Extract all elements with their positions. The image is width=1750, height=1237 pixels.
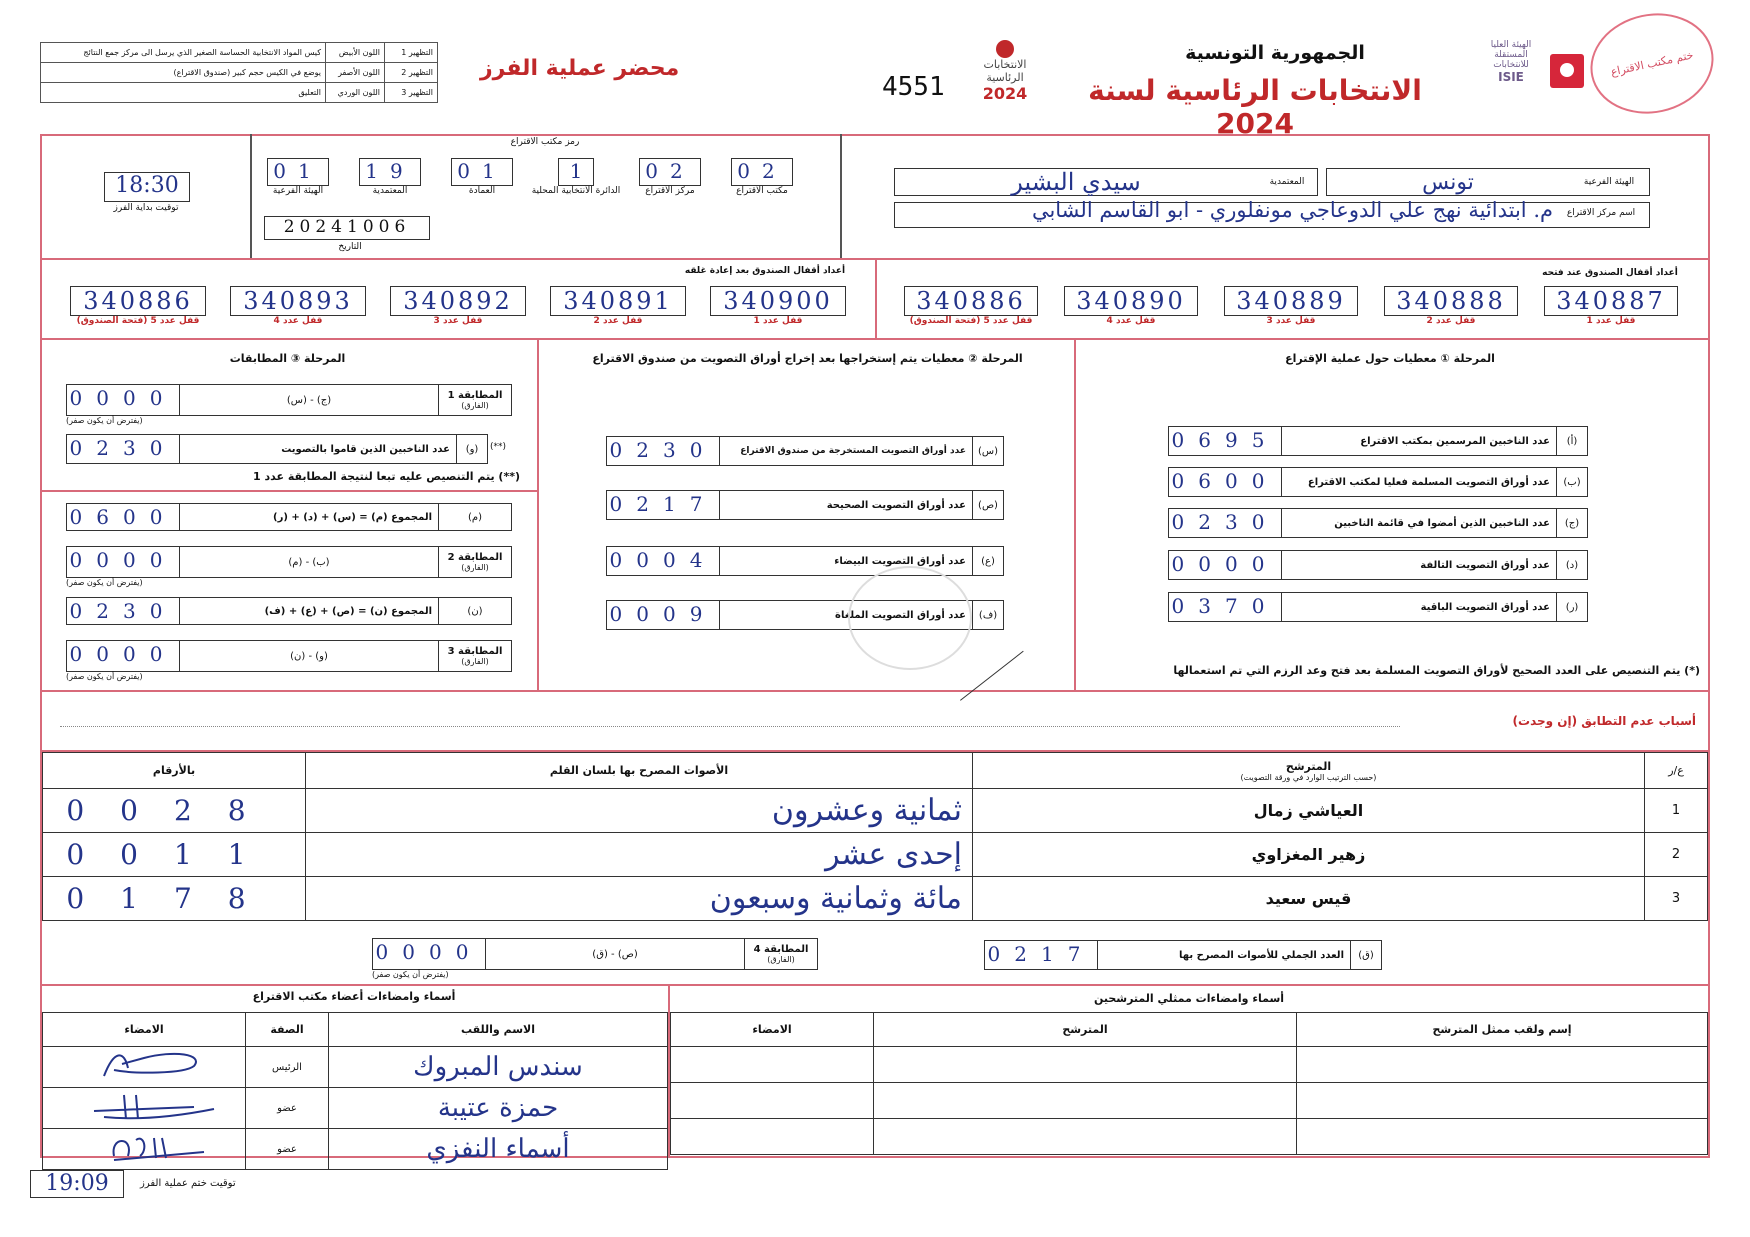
signature (43, 1047, 246, 1088)
center-value: م. ابتدائية نهج علي الدوعاجي مونفلوري - ابو القاسم الشابي (1031, 198, 1553, 222)
logo-year: 2024 (982, 84, 1028, 103)
stage2-row (606, 490, 1004, 520)
row-tag: (ص) (972, 491, 1003, 519)
row-value-text: 0230 (1171, 510, 1279, 534)
row-value-text: 0000 (375, 940, 483, 964)
row-value-text: 0695 (1171, 428, 1279, 452)
delegation-label: المعتمدية (1269, 177, 1305, 187)
reps-cell (874, 1083, 1297, 1119)
row-value (67, 504, 180, 530)
reps-col-name: إسم ولقب ممثل المترشح (1297, 1013, 1708, 1047)
lock-item (1064, 286, 1198, 326)
lock-label: قفل عدد 1 (1586, 316, 1636, 326)
lock-value: 340887 (1544, 286, 1678, 316)
voters-row (66, 434, 488, 464)
stage2-row (606, 546, 1004, 576)
lock-item (1544, 286, 1678, 326)
mismatch-label: أسباب عدم التطابق (إن وجدت) (1512, 714, 1696, 728)
result-words: إحدى عشر (306, 833, 973, 877)
match2-row (66, 546, 512, 578)
code-item (520, 158, 632, 196)
col-digits: بالأرقام (43, 753, 306, 789)
lock-label: قفل عدد 3 (433, 316, 483, 326)
envelope-desc: يوضع في الكيس حجم كبير (صندوق الاقتراع) (41, 63, 326, 83)
row-value (67, 547, 180, 577)
stage2-title: المرحلة ② معطيات يتم إستخراجها بعد إخراج أوراق التصويت من صندوق الاقتراع (592, 352, 1023, 365)
signature-mark (44, 1089, 234, 1123)
row-tag: (و) (456, 435, 487, 463)
result-num: 3 (1645, 877, 1708, 921)
member-role: عضو (246, 1129, 329, 1170)
envelope-num: التظهير 3 (385, 83, 438, 103)
stage1-row (1168, 508, 1588, 538)
row-value (67, 641, 180, 671)
row-value-text: 0230 (69, 436, 177, 460)
stage1-title: المرحلة ① معطيات حول عملية الإقتراع (1285, 352, 1495, 365)
sum-n-row (66, 597, 512, 625)
lock-item (904, 286, 1038, 326)
lock-item (70, 286, 206, 326)
reps-col-candidate: المترشح (874, 1013, 1297, 1047)
member-role: الرئيس (246, 1047, 329, 1088)
member-row (43, 1088, 668, 1129)
row-value (607, 491, 720, 519)
row-value (1169, 551, 1282, 579)
row-value (1169, 509, 1282, 537)
locks-after-close-label: أعداد أقفال الصندوق بعد إعادة غلقه (684, 266, 846, 276)
member-name: حمزة عتيبة (329, 1088, 668, 1129)
member-role: عضو (246, 1088, 329, 1129)
lock-value: 340891 (550, 286, 686, 316)
match-sub: (الفارق) (461, 563, 489, 572)
row-tag: (م) (438, 504, 511, 530)
code-item (728, 158, 796, 196)
result-row (43, 833, 1708, 877)
members-col-sign: الامضاء (43, 1013, 246, 1047)
envelope-num: التظهير 2 (385, 63, 438, 83)
code-item (264, 158, 332, 196)
match-label (438, 547, 511, 577)
election-logo (975, 40, 1035, 103)
code-label: المعتمدية (372, 186, 408, 196)
lock-label: قفل عدد 4 (273, 316, 323, 326)
members-col-role: الصفة (246, 1013, 329, 1047)
row-value-text: 0230 (609, 438, 717, 462)
members-col-name: الاسم واللقب (329, 1013, 668, 1047)
row-value-text: 0370 (1171, 594, 1279, 618)
code-item (636, 158, 704, 196)
code-value-text: 02 (731, 158, 793, 186)
match-label-text: المطابقة 1 (447, 390, 503, 401)
row-value (67, 598, 180, 624)
row-tag: (أ) (1556, 427, 1587, 455)
lock-item (710, 286, 846, 326)
logo-text: الانتخابات الرئاسية (983, 58, 1027, 84)
match-note: (يفترض أن يكون صفر) (66, 416, 143, 425)
member-row (43, 1129, 668, 1170)
member-name: أسماء النفزي (329, 1129, 668, 1170)
row-label: عدد أوراق التصويت الباقية (1420, 601, 1550, 613)
lock-label: قفل عدد 1 (753, 316, 803, 326)
delegation-value: سيدي البشير (1011, 168, 1141, 196)
reps-cell (1297, 1119, 1708, 1155)
result-digits: 0028 (43, 789, 306, 833)
code-item (448, 158, 516, 196)
stage3-title: المرحلة ③ المطابقات (229, 352, 346, 365)
envelope-color: اللون الأصفر (326, 63, 385, 83)
reps-cell (1297, 1083, 1708, 1119)
locks-at-open-label: أعداد أقفال الصندوق عند فتحه (1542, 268, 1678, 278)
flag-icon (996, 40, 1014, 58)
reps-cell (671, 1119, 874, 1155)
result-candidate: زهير المغزاوي (973, 833, 1645, 877)
lock-value: 340889 (1224, 286, 1358, 316)
match-sub: (الفارق) (767, 955, 795, 964)
row-value (1169, 468, 1282, 496)
codes-label: رمز مكتب الاقتراع (510, 137, 580, 147)
signature-mark (44, 1048, 234, 1082)
stage1-footnote: (*) يتم التنصيص على العدد الصحيح لأوراق التصويت المسلمة بعد فتح وعد الرزم التي تم استعمالها (1173, 664, 1700, 677)
lock-label: قفل عدد 2 (1426, 316, 1476, 326)
match-formula: (ص) - (ق) (592, 948, 638, 960)
signature (43, 1129, 246, 1170)
isie-text: الهيئة العليا المستقلة للانتخابات (1490, 40, 1532, 70)
members-table (42, 1012, 668, 1170)
flag-icon (1550, 54, 1584, 88)
lock-label: قفل عدد 5 (فتحة الصندوق) (909, 316, 1033, 326)
envelope-desc: كيس المواد الانتخابية الحساسة الصغير الذي يرسل الى مركز جمع النتائج (41, 43, 326, 63)
office-stamp-faint (848, 566, 972, 670)
end-time-value: 19:09 (30, 1170, 124, 1198)
start-time-value: 18:30 (104, 172, 190, 202)
row-label: عدد أوراق التصويت البيضاء (834, 555, 966, 567)
delegation-field (894, 168, 1318, 196)
row-label: عدد أوراق التصويت الصحيحة (826, 499, 966, 511)
sub-authority-value: تونس (1422, 169, 1474, 195)
row-label: المجموع (ن) = (ص) + (ع) + (ف) (264, 605, 432, 617)
reps-table (670, 1012, 1708, 1155)
reps-title: أسماء وامضاءات ممثلي المترشحين (1093, 992, 1285, 1005)
stage1-row (1168, 550, 1588, 580)
member-name: سندس المبروك (329, 1047, 668, 1088)
match-sub: (الفارق) (461, 401, 489, 410)
match-note: (يفترض أن يكون صفر) (372, 970, 449, 979)
match1-row (66, 384, 512, 416)
form-number: 4551 (882, 72, 945, 102)
lock-value: 340890 (1064, 286, 1198, 316)
row-tag: (ف) (972, 601, 1003, 629)
lock-item (1224, 286, 1358, 326)
envelope-color: اللون الوردي (326, 83, 385, 103)
col-num: ع/ر (1645, 753, 1708, 789)
lock-item (390, 286, 526, 326)
lock-value: 340886 (70, 286, 206, 316)
row-value-text: 0000 (69, 386, 177, 410)
result-row (43, 877, 1708, 921)
match-label (744, 939, 817, 969)
center-label: اسم مركز الاقتراع (1566, 208, 1636, 218)
stage-divider (1074, 338, 1076, 690)
row-tag: (س) (972, 437, 1003, 465)
row-tag: (د) (1556, 551, 1587, 579)
row-value-text: 0600 (69, 505, 177, 529)
match-label-text: المطابقة 2 (447, 552, 503, 563)
row-label: عدد الناخبين المرسمين بمكتب الاقتراع (1360, 435, 1550, 447)
stage1-row (1168, 467, 1588, 497)
lock-label: قفل عدد 3 (1266, 316, 1316, 326)
start-time-label: توقيت بداية الفرز (113, 203, 179, 213)
reps-cell (671, 1047, 874, 1083)
match-note: (يفترض أن يكون صفر) (66, 578, 143, 587)
isie-logo (1478, 40, 1544, 84)
form-title: محضر عملية الفرز (480, 56, 680, 81)
result-num: 2 (1645, 833, 1708, 877)
lock-item (230, 286, 366, 326)
row-label: عدد أوراق التصويت التالفة (1420, 559, 1550, 571)
row-value (67, 385, 180, 415)
members-title: أسماء وامضاءات أعضاء مكتب الاقتراع (252, 990, 456, 1003)
reps-cell (671, 1083, 874, 1119)
results-table (42, 752, 1708, 921)
code-label: الدائرة الانتخابية المحلية (531, 186, 621, 196)
office-stamp (1581, 2, 1723, 125)
row-value-text: 0000 (69, 548, 177, 572)
row-label: عدد أوراق التصويت المستخرجة من صندوق الاقتراع (740, 446, 966, 456)
row-value-text: 0004 (609, 548, 717, 572)
lock-value: 340888 (1384, 286, 1518, 316)
row-value-text: 0230 (69, 599, 177, 623)
row-label: عدد الناخبين الذين قاموا بالتصويت (281, 443, 450, 455)
stage2-row (606, 436, 1004, 466)
mismatch-dotted-line (60, 726, 1400, 727)
stage1-row (1168, 592, 1588, 622)
row-value-text: 0000 (69, 642, 177, 666)
row-value (607, 547, 720, 575)
envelope-desc: التعليق (41, 83, 326, 103)
row-label: عدد أوراق التصويت المسلمة فعليا لمكتب الاقتراع (1307, 476, 1550, 488)
voters-mark: (**) (490, 442, 507, 452)
lock-value: 340892 (390, 286, 526, 316)
stage3-inner-line (40, 490, 538, 492)
code-item (356, 158, 424, 196)
row-tag: (ن) (438, 598, 511, 624)
result-digits: 0178 (43, 877, 306, 921)
match-label-text: المطابقة 4 (753, 944, 809, 955)
row-tag: (ع) (972, 547, 1003, 575)
row-value (1169, 593, 1282, 621)
stage-divider (537, 338, 539, 690)
row-value (607, 601, 720, 629)
match-label-text: المطابقة 3 (447, 646, 503, 657)
member-row (43, 1047, 668, 1088)
match3-row (66, 640, 512, 672)
envelope-table (40, 42, 438, 103)
stage1-row (1168, 426, 1588, 456)
result-row (43, 789, 1708, 833)
code-value-text: 02 (639, 158, 701, 186)
match-sub: (الفارق) (461, 657, 489, 666)
row-tag: (ج) (1556, 509, 1587, 537)
election-title: الانتخابات الرئاسية لسنة 2024 (1088, 74, 1422, 140)
stages-bottom-line (40, 690, 1710, 692)
code-label: العمادة (468, 186, 496, 196)
result-candidate: العياشي زمال (973, 789, 1645, 833)
republic-title: الجمهورية التونسية (1185, 42, 1365, 64)
reps-col-sign: الامضاء (671, 1013, 874, 1047)
row-tag: (ق) (1350, 941, 1381, 969)
match-label (438, 641, 511, 671)
isie-abbr: ISIE (1498, 70, 1524, 84)
stamp-text: ختم مكتب الاقتراع (1609, 48, 1695, 79)
sub-authority-field (1326, 168, 1650, 196)
match4-row (372, 938, 818, 970)
code-value-text: 01 (451, 158, 513, 186)
row-label: عدد الناخبين الذين أمضوا في قائمة الناخبين (1334, 517, 1550, 529)
row-tag: (ب) (1556, 468, 1587, 496)
reps-cell (1297, 1047, 1708, 1083)
end-time-label: توقيت ختم عملية الفرز (140, 1178, 236, 1189)
date-label: التاريخ (338, 242, 362, 252)
code-value-text: 1 (558, 158, 594, 186)
sub-authority-label: الهيئة الفرعية (1583, 177, 1635, 187)
stages-top-line (40, 338, 1710, 340)
lock-value: 340893 (230, 286, 366, 316)
match-note: (يفترض أن يكون صفر) (66, 672, 143, 681)
voters-note: (**) يتم التنصيص عليه تبعا لنتيجة المطابقة عدد 1 (253, 470, 520, 483)
col-candidate (973, 753, 1645, 789)
row-label: العدد الجملي للأصوات المصرح بها (1179, 949, 1344, 961)
lock-value: 340900 (710, 286, 846, 316)
row-value (67, 435, 180, 463)
code-value-text: 19 (359, 158, 421, 186)
code-label: الهيئة الفرعية (272, 186, 324, 196)
lock-label: قفل عدد 2 (593, 316, 643, 326)
row-value (373, 939, 486, 969)
result-candidate: قيس سعيد (973, 877, 1645, 921)
col-candidate-text: المترشح (1285, 759, 1332, 773)
col-words: الأصوات المصرح بها بلسان القلم (306, 753, 973, 789)
date-value: 20241006 (264, 216, 430, 240)
row-label: المجموع (م) = (س) + (د) + (ر) (273, 511, 432, 523)
match-label (438, 385, 511, 415)
envelope-num: التظهير 1 (385, 43, 438, 63)
row-value (607, 437, 720, 465)
row-tag: (ر) (1556, 593, 1587, 621)
row-value-text: 0600 (1171, 469, 1279, 493)
col-candidate-sub: (حسب الترتيب الوارد في ورقة التصويت) (1240, 772, 1377, 782)
signatures-top-line (40, 984, 1710, 986)
result-words: ثمانية وعشرون (306, 789, 973, 833)
code-label: مكتب الاقتراع (736, 186, 788, 196)
signature (43, 1088, 246, 1129)
row-value (1169, 427, 1282, 455)
match-formula: (و) - (ن) (290, 650, 328, 662)
row-value-text: 0217 (987, 942, 1095, 966)
lock-value: 340886 (904, 286, 1038, 316)
locks-divider-mid (875, 258, 877, 338)
center-field (894, 198, 1650, 228)
envelope-color: اللون الأبيض (326, 43, 385, 63)
result-digits: 0011 (43, 833, 306, 877)
code-label: مركز الاقتراع (645, 186, 695, 196)
match-formula: (ب) - (م) (288, 556, 330, 568)
signature-mark (44, 1130, 234, 1164)
reps-cell (874, 1047, 1297, 1083)
result-words: مائة وثمانية وسبعون (306, 877, 973, 921)
sum-m-row (66, 503, 512, 531)
reps-cell (874, 1119, 1297, 1155)
code-value (264, 158, 332, 186)
row-value-text: 0000 (1171, 552, 1279, 576)
result-num: 1 (1645, 789, 1708, 833)
code-value-text: 01 (267, 158, 329, 186)
row-value-text: 0217 (609, 492, 717, 516)
lock-label: قفل عدد 5 (فتحة الصندوق) (76, 316, 200, 326)
row-value (985, 941, 1098, 969)
lock-item (1384, 286, 1518, 326)
match-formula: (ج) - (س) (286, 394, 332, 406)
row-label: عدد أوراق التصويت الملغاة (835, 609, 966, 621)
total-row (984, 940, 1382, 970)
lock-item (550, 286, 686, 326)
lock-label: قفل عدد 4 (1106, 316, 1156, 326)
row-value-text: 0009 (609, 602, 717, 626)
